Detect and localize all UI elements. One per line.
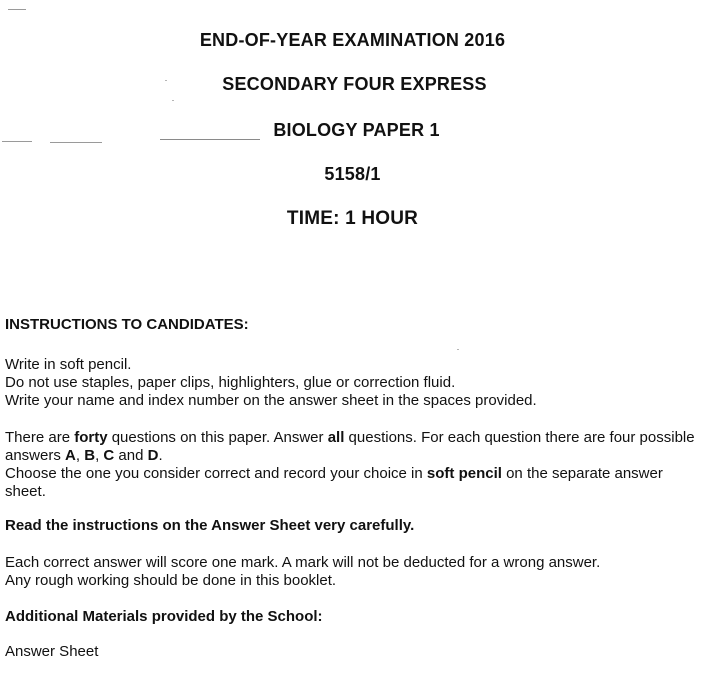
instructions-heading: INSTRUCTIONS TO CANDIDATES: — [5, 316, 249, 333]
paper-code: 5158/1 — [324, 164, 381, 184]
instruction-line: Write your name and index number on the answer sheet in the spaces provided. — [5, 392, 537, 409]
exam-title: END-OF-YEAR EXAMINATION 2016 — [199, 30, 506, 50]
marking-note: Each correct answer will score one mark. A mark will not be deducted for a wrong answer. — [5, 554, 601, 571]
scan-artifact — [50, 142, 102, 143]
answer-recording-paragraph: Choose the one you consider correct and record your choice in soft pencil on the separate answer sheet. — [5, 465, 663, 500]
read-instructions-note: Read the instructions on the Answer Sheet very carefully. — [5, 517, 415, 534]
scan-artifact — [172, 100, 174, 101]
materials-heading: Additional Materials provided by the School: — [5, 608, 323, 625]
exam-duration: TIME: 1 HOUR — [286, 208, 419, 229]
exam-level: SECONDARY FOUR EXPRESS — [222, 74, 487, 94]
rough-work-note: Any rough working should be done in this booklet. — [5, 572, 337, 589]
instruction-line: Write in soft pencil. — [5, 356, 132, 373]
materials-item: Answer Sheet — [5, 643, 99, 660]
questions-paragraph: There are forty questions on this paper. Answer all questions. For each question there are four possible answers A, B, C and D. — [5, 429, 695, 464]
instruction-line: Do not use staples, paper clips, highlighters, glue or correction fluid. — [5, 374, 456, 391]
paper-title: BIOLOGY PAPER 1 — [273, 120, 440, 140]
scan-artifact — [8, 9, 26, 10]
scan-artifact — [457, 349, 459, 350]
scan-artifact — [2, 141, 32, 142]
